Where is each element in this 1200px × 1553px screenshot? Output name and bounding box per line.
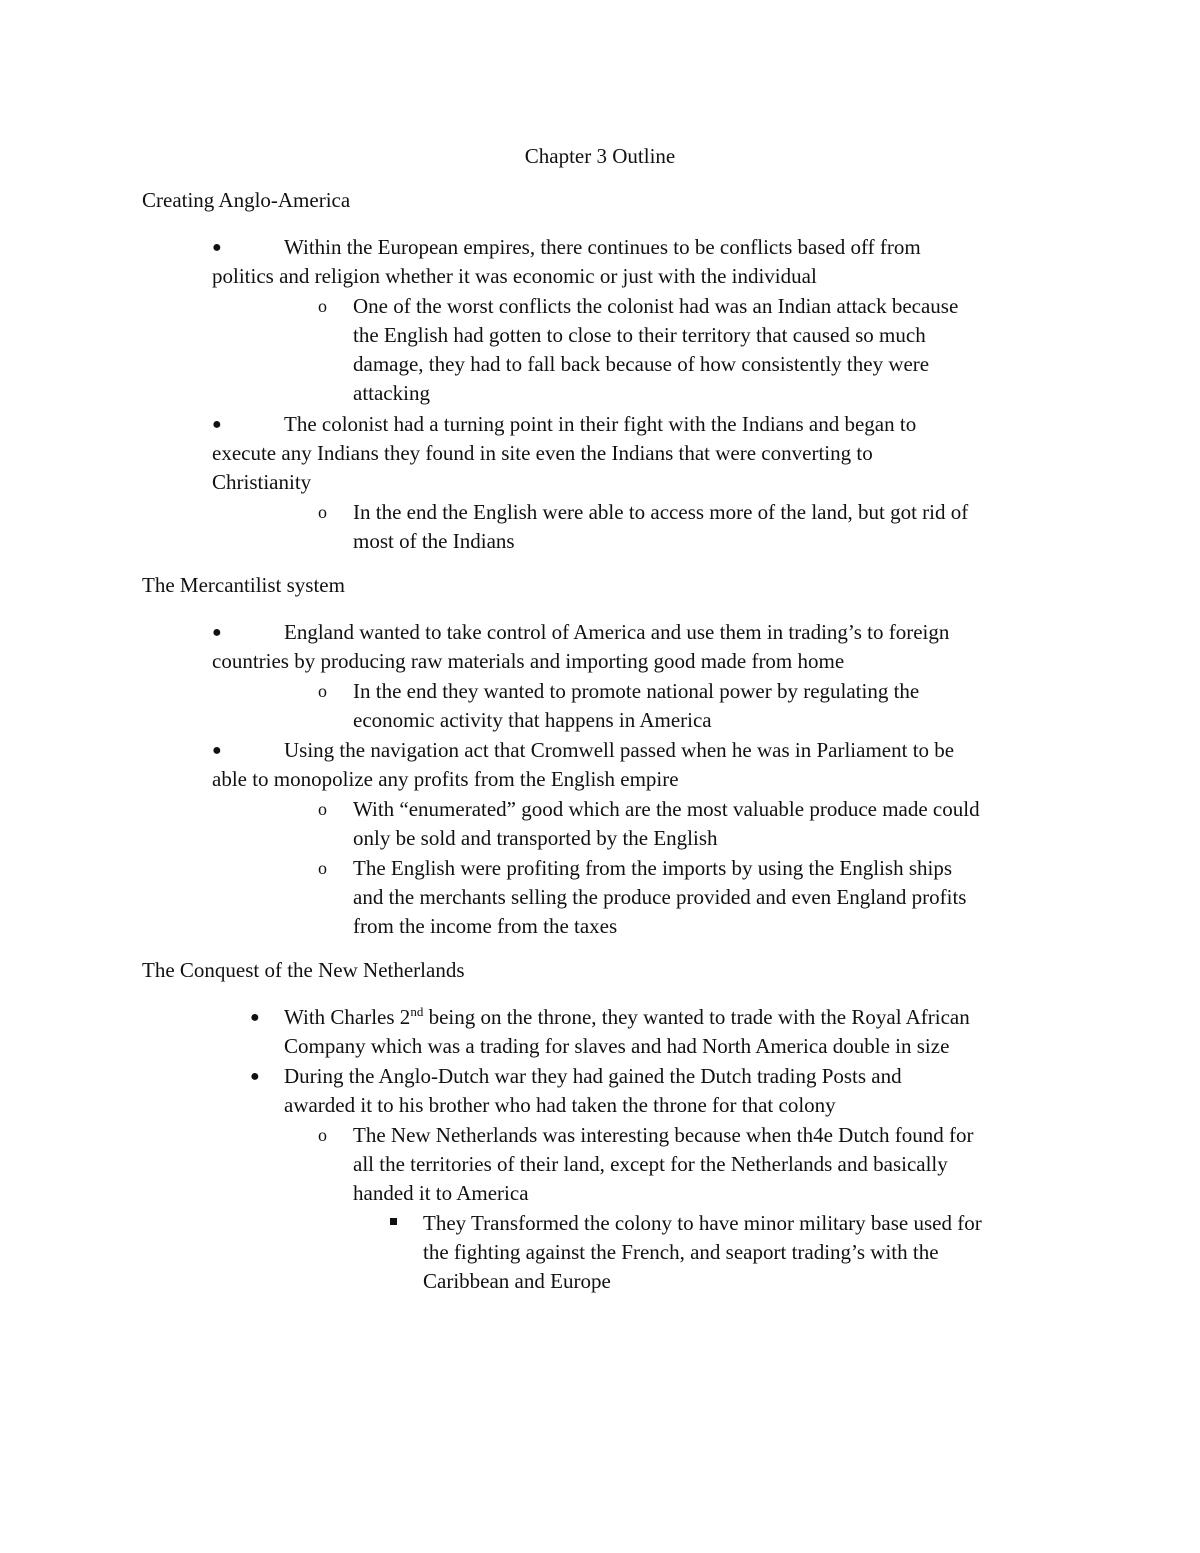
sub-sub-item-line: They Transformed the colony to have minor military base used for [423, 1211, 982, 1235]
list-item-line: Company which was a trading for slaves and had North America double in size [284, 1034, 950, 1058]
list-item-text: being on the throne, they wanted to trade with the Royal African [423, 1005, 970, 1029]
sub-item-line: In the end the English were able to access more of the land, but got rid of [353, 500, 969, 524]
section-heading: Creating Anglo-America [142, 188, 351, 212]
list-item-line: Using the navigation act that Cromwell passed when he was in Parliament to be [284, 738, 955, 762]
sub-item-line: handed it to America [353, 1181, 529, 1205]
sub-item-line: damage, they had to fall back because of how consistently they were [353, 352, 930, 376]
subitem-marker: o [318, 502, 327, 522]
section-heading: The Mercantilist system [142, 573, 345, 597]
list-item-line: During the Anglo-Dutch war they had gained the Dutch trading Posts and [284, 1064, 902, 1088]
sub-item-line: from the income from the taxes [353, 914, 618, 938]
subitem-marker: o [318, 1125, 327, 1145]
sub-item-line: most of the Indians [353, 529, 515, 553]
sub-item-line: economic activity that happens in America [353, 708, 712, 732]
list-item-line: countries by producing raw materials and importing good made from home [212, 649, 845, 673]
list-item-line: awarded it to his brother who had taken the throne for that colony [284, 1093, 836, 1117]
list-item-line: The colonist had a turning point in their fight with the Indians and began to [284, 412, 917, 436]
sub-item-line: The English were profiting from the imports by using the English ships [353, 856, 953, 880]
section-heading: The Conquest of the New Netherlands [142, 958, 465, 982]
list-item-line: Within the European empires, there continues to be conflicts based off from [284, 235, 921, 259]
page-title: Chapter 3 Outline [524, 144, 676, 168]
list-item-line: execute any Indians they found in site even the Indians that were converting to [212, 441, 873, 465]
sub-item-line: the English had gotten to close to their territory that caused so much [353, 323, 926, 347]
subitem-marker: o [318, 681, 327, 701]
bullet-marker: ● [250, 1068, 260, 1085]
list-item-line: politics and religion whether it was economic or just with the individual [212, 264, 817, 288]
sub-item-line: only be sold and transported by the English [353, 826, 718, 850]
square-bullet-icon [390, 1218, 397, 1225]
sub-item-line: In the end they wanted to promote national power by regulating the [353, 679, 920, 703]
bullet-marker: ● [212, 624, 222, 641]
sub-item-line: all the territories of their land, except for the Netherlands and basically [353, 1152, 948, 1176]
bullet-marker: ● [250, 1009, 260, 1026]
bullet-marker: ● [212, 416, 222, 433]
list-item-line: England wanted to take control of America and use them in trading’s to foreign [284, 620, 950, 644]
superscript-ordinal: nd [410, 1004, 424, 1019]
list-item-text: With Charles 2 [284, 1005, 411, 1029]
sub-item-line: One of the worst conflicts the colonist had was an Indian attack because [353, 294, 959, 318]
subitem-marker: o [318, 296, 327, 316]
list-item-line: Christianity [212, 470, 312, 494]
sub-item-line: attacking [353, 381, 430, 405]
sub-item-line: With “enumerated” good which are the most valuable produce made could [353, 797, 980, 821]
sub-sub-item-line: the fighting against the French, and seaport trading’s with the [423, 1240, 939, 1264]
list-item-line [284, 1003, 970, 1032]
subitem-marker: o [318, 799, 327, 819]
subitem-marker: o [318, 858, 327, 878]
bullet-marker: ● [212, 239, 222, 256]
list-item-line: able to monopolize any profits from the English empire [212, 767, 679, 791]
sub-item-line: The New Netherlands was interesting because when th4e Dutch found for [353, 1123, 974, 1147]
bullet-marker: ● [212, 742, 222, 759]
sub-item-line: and the merchants selling the produce provided and even England profits [353, 885, 967, 909]
sub-sub-item-line: Caribbean and Europe [423, 1269, 611, 1293]
